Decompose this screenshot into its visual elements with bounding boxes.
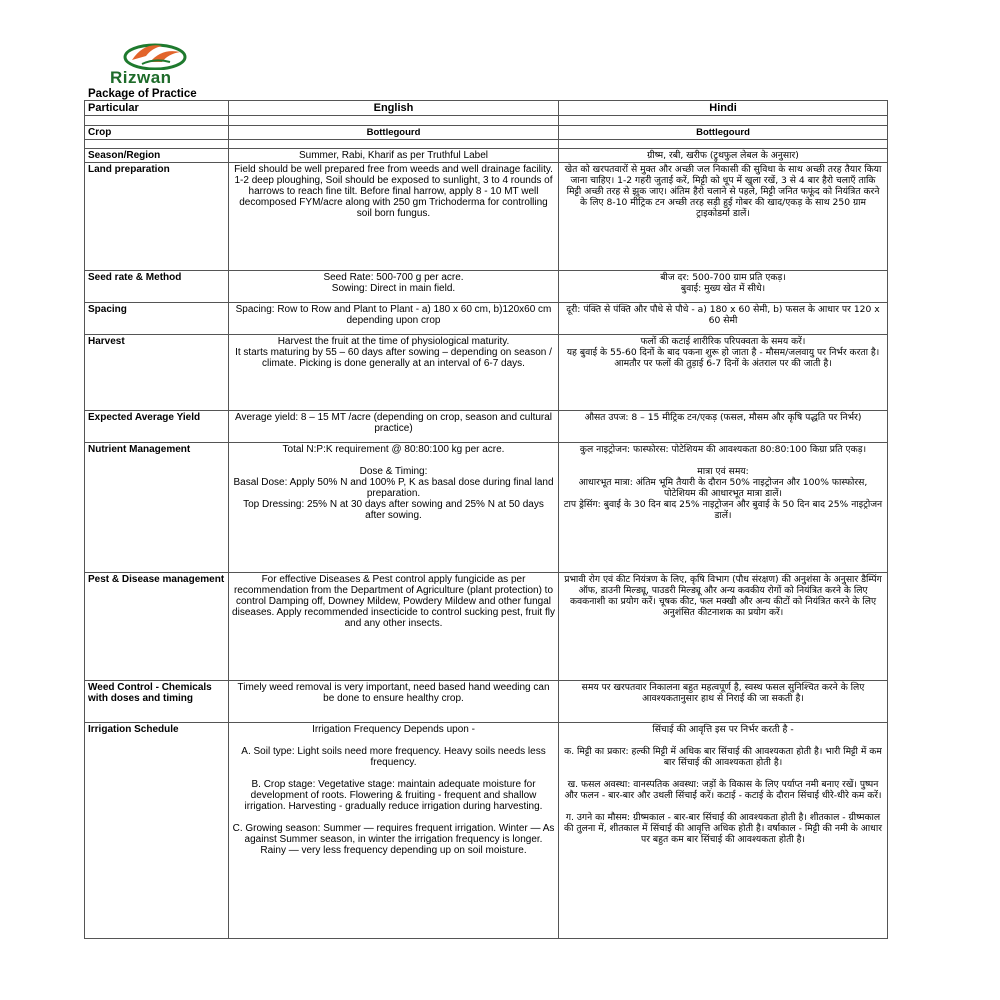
row-english: Seed Rate: 500-700 g per acre. Sowing: Direct in main field. [229,271,559,303]
row-label: Pest & Disease management [85,573,229,681]
row-english: Bottlegourd [229,126,559,140]
row-english: Field should be well prepared free from weeds and well drainage facility. 1-2 deep ploughing, Soil should be exposed to sunlight, 3 to 4 rounds of harrows to reach fine tilt. Before final harrow, apply 8 - 10 MT well decomposed FYM/acre along with 250 gm Trichoderma for controlling soil born fungus. [229,163,559,271]
row-hindi: Bottlegourd [559,126,888,140]
table-row [85,443,888,573]
row-hindi: कुल नाइट्रोजन: फास्फोरस: पोटेशियम की आवश्यकता 80:80:100 किग्रा प्रति एकड़। मात्रा एवं समय: आधारभूत मात्रा: अंतिम भूमि तैयारी के दौरान 50% नाइट्रोजन और 100% फास्फोरस, पोटेशियम की आधारभूत मात्रा डालें। टाप ड्रेसिंग: बुवाई के 30 दिन बाद 25% नाइट्रोजन और बुवाई के 50 दिन बाद 25% नाइट्रोजन डालें। [559,443,888,573]
row-hindi: फलों की कटाई शारीरिक परिपक्वता के समय करें। यह बुवाई के 55-60 दिनों के बाद पकना शुरू हो जाता है - मौसम/जलवायु पर निर्भर करता है। आमतौर पर फलों की तुड़ाई 6-7 दिनों के अंतराल पर की जाती है। [559,335,888,411]
table-row [85,573,888,681]
row-label: Irrigation Schedule [85,723,229,939]
table-row [85,411,888,443]
row-label: Spacing [85,303,229,335]
row-label: Crop [85,126,229,140]
row-label: Weed Control - Chemicals with doses and timing [85,681,229,723]
rizwan-leaf-logo-icon [122,40,188,70]
package-of-practice-table [84,100,888,939]
row-hindi: दूरी: पंक्ति से पंक्ति और पौधे से पौधे - a) 180 x 60 सेमी, b) फसल के आधार पर 120 x 60 सेमी [559,303,888,335]
row-english: Average yield: 8 – 15 MT /acre (depending on crop, season and cultural practice) [229,411,559,443]
brand-logo [110,40,210,88]
row-hindi: खेत को खरपतवारों से मुक्त और अच्छी जल निकासी की सुविधा के साथ अच्छी तरह तैयार किया जाना चाहिए। 1-2 गहरी जुताई करें, मिट्टी को धूप में खुला रखें, 3 से 4 बार हैरो चलाएँ ताकि मिट्टी अच्छी तरह से झुक जाए। अंतिम हैरो चलाने से पहले, मिट्टी जनित फफूंद को नियंत्रित करने के लिए 8-10 मीट्रिक टन अच्छी तरह सड़ी हुई गोबर की खाद/एकड़ के साथ 250 ग्राम ट्राइकोडर्मा डालें। [559,163,888,271]
row-hindi: बीज दर: 500-700 ग्राम प्रति एकड़। बुवाई: मुख्य खेत में सीधे। [559,271,888,303]
table-row [85,681,888,723]
table-row [85,149,888,163]
row-hindi: सिंचाई की आवृत्ति इस पर निर्भर करती है - क. मिट्टी का प्रकार: हल्की मिट्टी में अधिक बार सिंचाई की आवश्यकता होती है। भारी मिट्टी में कम बार सिंचाई की आवश्यकता होती है। ख. फसल अवस्था: वानस्पतिक अवस्था: जड़ों के विकास के लिए पर्याप्त नमी बनाए रखें। पुष्पन और फलन - बार-बार और उथली सिंचाई करें। कटाई - कटाई के दौरान सिंचाई धीरे-धीरे कम करें। ग. उगने का मौसम: ग्रीष्मकाल - बार-बार सिंचाई की आवश्यकता होती है। शीतकाल - ग्रीष्मकाल की तुलना में, शीतकाल में सिंचाई की आवृत्ति अधिक होती है। वर्षाकाल - मिट्टी की नमी के आधार पर बहुत कम बार सिंचाई की आवश्यकता होती है। [559,723,888,939]
spacer-row [85,140,888,149]
row-english: For effective Diseases & Pest control apply fungicide as per recommendation from the Department of Agriculture (plant protection) to control Damping off, Downey Mildew, Powdery Mildew and other fungal diseases. Apply recommended insecticide to control sucking pest, fruit fly and any other insects. [229,573,559,681]
table-row [85,126,888,140]
row-hindi: प्रभावी रोग एवं कीट नियंत्रण के लिए, कृषि विभाग (पौध संरक्षण) की अनुशंसा के अनुसार डैम्पिंग ऑफ, डाउनी मिल्ड्यू, पाउडरी मिल्ड्यू और अन्य कवकीय रोगों को नियंत्रित करने के लिए कवकनाशी का प्रयोग करें। चूषक कीट, फल मक्खी और अन्य कीटों को नियंत्रित करने के लिए अनुशंसित कीटनाशक का प्रयोग करें। [559,573,888,681]
table-row [85,335,888,411]
row-hindi: औसत उपज: 8 – 15 मीट्रिक टन/एकड़ (फसल, मौसम और कृषि पद्धति पर निर्भर) [559,411,888,443]
row-english: Irrigation Frequency Depends upon - A. Soil type: Light soils need more frequency. Heavy soils needs less frequency. B. Crop stage: Vegetative stage: maintain adequate moisture for development of roots. Flowering & fruiting - frequent and shallow irrigation. Harvesting - gradually reduce irrigation during harvesting. C. Growing season: Summer — requires frequent irrigation. Winter — As against Summer season, in winter the irrigation frequency is longer. Rainy — very less frequency depending up on soil moisture. [229,723,559,939]
row-label: Seed rate & Method [85,271,229,303]
document-title: Package of Practice [88,88,197,100]
row-english: Total N:P:K requirement @ 80:80:100 kg per acre. Dose & Timing: Basal Dose: Apply 50% N and 100% P, K as basal dose during final land preparation. Top Dressing: 25% N at 30 days after sowing and 25% N at 50 days after sowing. [229,443,559,573]
row-label: Nutrient Management [85,443,229,573]
row-hindi: ग्रीष्म, रबी, खरीफ (ट्रुथफुल लेबल के अनुसार) [559,149,888,163]
row-label: Expected Average Yield [85,411,229,443]
table-row [85,303,888,335]
row-english: Summer, Rabi, Kharif as per Truthful Label [229,149,559,163]
brand-name: Rizwan [110,68,172,87]
table-row [85,271,888,303]
spacer-row [85,116,888,126]
table-row [85,723,888,939]
table-header-row [85,101,888,116]
row-english: Timely weed removal is very important, need based hand weeding can be done to ensure healthy crop. [229,681,559,723]
table-row [85,163,888,271]
row-label: Land preparation [85,163,229,271]
header-hindi: Hindi [559,101,888,116]
header-particular: Particular [85,101,229,116]
header-english: English [229,101,559,116]
row-english: Harvest the fruit at the time of physiological maturity. It starts maturing by 55 – 60 days after sowing – depending on season / climate. Picking is done generally at an interval of 6-7 days. [229,335,559,411]
row-english: Spacing: Row to Row and Plant to Plant - a) 180 x 60 cm, b)120x60 cm depending upon crop [229,303,559,335]
row-label: Season/Region [85,149,229,163]
row-hindi: समय पर खरपतवार निकालना बहुत महत्वपूर्ण है, स्वस्थ फसल सुनिश्चित करने के लिए आवश्यकतानुसार हाथ से निराई की जा सकती है। [559,681,888,723]
row-label: Harvest [85,335,229,411]
